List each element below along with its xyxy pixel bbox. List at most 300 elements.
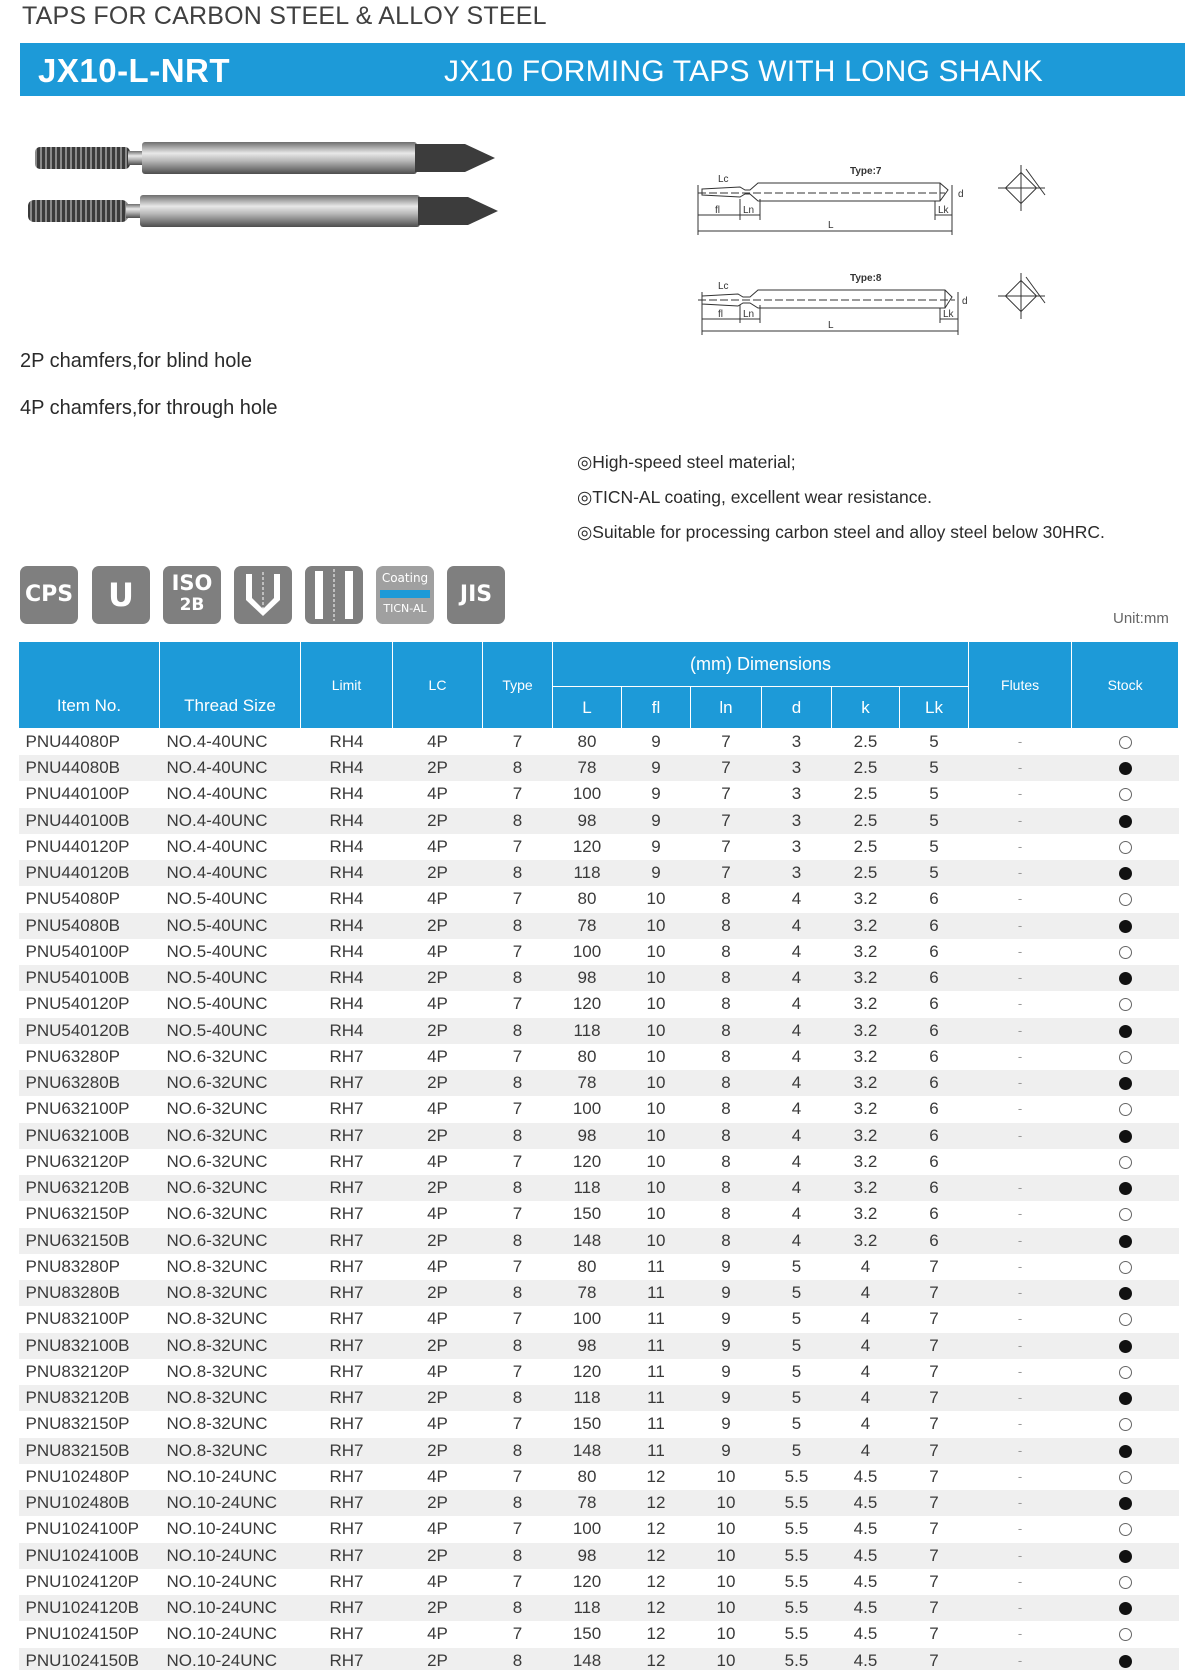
cell-dim-l: 98 [553, 1333, 622, 1359]
cell-thread-size: NO.8-32UNC [160, 1333, 301, 1359]
cell-dim-l: 100 [553, 1306, 622, 1332]
cell-lc: 2P [393, 1438, 483, 1464]
spec-table [18, 641, 1179, 1670]
cell-dim-fl: 10 [622, 939, 691, 965]
cell-type: 8 [483, 1280, 553, 1306]
iso-label: ISO [171, 571, 213, 595]
cell-dim-lk: 5 [900, 834, 969, 860]
product-subtitle: JX10 FORMING TAPS WITH LONG SHANK [444, 55, 1043, 88]
cell-stock [1072, 1490, 1179, 1516]
cell-dim-l: 80 [553, 1464, 622, 1490]
cell-dim-k: 4.5 [832, 1516, 900, 1542]
cell-stock [1072, 965, 1179, 991]
cell-limit: RH4 [301, 991, 393, 1017]
cell-dim-ln: 7 [691, 808, 762, 834]
cell-dim-fl: 10 [622, 1175, 691, 1201]
cell-type: 8 [483, 1070, 553, 1096]
cell-lc: 2P [393, 808, 483, 834]
on-order-icon [1119, 946, 1132, 959]
cell-dim-lk: 7 [900, 1411, 969, 1437]
cell-type: 8 [483, 1123, 553, 1149]
cell-dim-d: 4 [762, 1123, 832, 1149]
table-row [19, 1648, 1179, 1670]
cell-limit: RH7 [301, 1070, 393, 1096]
cell-lc: 2P [393, 755, 483, 781]
cell-stock [1072, 1280, 1179, 1306]
cell-limit: RH4 [301, 729, 393, 756]
cell-limit: RH7 [301, 1201, 393, 1227]
in-stock-icon [1119, 1550, 1132, 1563]
cell-dim-k: 3.2 [832, 1149, 900, 1175]
on-order-icon [1119, 1576, 1132, 1589]
on-order-icon [1119, 998, 1132, 1011]
cell-thread-size: NO.8-32UNC [160, 1385, 301, 1411]
col-dim-lk: Lk [900, 687, 969, 729]
cell-dim-l: 98 [553, 1123, 622, 1149]
cell-lc: 2P [393, 860, 483, 886]
cell-stock [1072, 1595, 1179, 1621]
cell-type: 7 [483, 991, 553, 1017]
cell-stock [1072, 1306, 1179, 1332]
type7-label: Type:7 [850, 166, 882, 177]
feature-application: ◎Suitable for processing carbon steel and alloy steel below 30HRC. [577, 522, 1105, 542]
cell-dim-d: 3 [762, 729, 832, 756]
cell-stock [1072, 1096, 1179, 1122]
cell-dim-lk: 6 [900, 1096, 969, 1122]
table-row [19, 1123, 1179, 1149]
cell-flutes: - [969, 1070, 1072, 1096]
coating-label: Coating [381, 571, 429, 585]
cell-lc: 4P [393, 729, 483, 756]
cell-lc: 2P [393, 965, 483, 991]
cell-dim-lk: 7 [900, 1490, 969, 1516]
cell-item-no: PNU83280P [19, 1254, 160, 1280]
tap-bottom [28, 195, 498, 227]
cell-stock [1072, 1175, 1179, 1201]
cell-stock [1072, 1254, 1179, 1280]
cell-dim-l: 120 [553, 1569, 622, 1595]
cell-stock [1072, 860, 1179, 886]
table-row [19, 1333, 1179, 1359]
cell-lc: 4P [393, 1096, 483, 1122]
cell-dim-fl: 11 [622, 1359, 691, 1385]
cell-thread-size: NO.8-32UNC [160, 1359, 301, 1385]
cell-item-no: PNU44080B [19, 755, 160, 781]
tap-photo [20, 130, 510, 240]
cell-dim-ln: 7 [691, 860, 762, 886]
on-order-icon [1119, 736, 1132, 749]
col-dim-ln: ln [691, 687, 762, 729]
cell-lc: 4P [393, 1621, 483, 1647]
cell-lc: 4P [393, 1254, 483, 1280]
cell-dim-l: 148 [553, 1438, 622, 1464]
cell-stock [1072, 991, 1179, 1017]
cell-dim-lk: 6 [900, 886, 969, 912]
cell-limit: RH7 [301, 1096, 393, 1122]
cell-limit: RH4 [301, 808, 393, 834]
cell-dim-fl: 10 [622, 1096, 691, 1122]
cell-dim-fl: 10 [622, 913, 691, 939]
cell-item-no: PNU440100P [19, 781, 160, 807]
cell-dim-l: 98 [553, 808, 622, 834]
cell-dim-k: 3.2 [832, 1044, 900, 1070]
cell-thread-size: NO.8-32UNC [160, 1411, 301, 1437]
cell-type: 7 [483, 781, 553, 807]
cell-dim-k: 4 [832, 1254, 900, 1280]
cell-flutes: - [969, 1464, 1072, 1490]
cell-item-no: PNU54080B [19, 913, 160, 939]
col-dimensions: (mm) Dimensions [553, 642, 969, 687]
cell-thread-size: NO.10-24UNC [160, 1621, 301, 1647]
cell-item-no: PNU632150B [19, 1228, 160, 1254]
cell-flutes: - [969, 1044, 1072, 1070]
cell-thread-size: NO.6-32UNC [160, 1149, 301, 1175]
cell-dim-l: 78 [553, 913, 622, 939]
cell-dim-d: 5 [762, 1385, 832, 1411]
cell-item-no: PNU1024100B [19, 1543, 160, 1569]
l-label-8: L [828, 320, 834, 331]
cell-dim-l: 118 [553, 1385, 622, 1411]
cell-dim-lk: 7 [900, 1333, 969, 1359]
cell-dim-lk: 7 [900, 1464, 969, 1490]
cell-dim-ln: 10 [691, 1490, 762, 1516]
cell-thread-size: NO.8-32UNC [160, 1306, 301, 1332]
model-code: JX10-L-NRT [38, 52, 231, 89]
cell-type: 8 [483, 860, 553, 886]
cell-dim-ln: 10 [691, 1569, 762, 1595]
cell-dim-fl: 10 [622, 1149, 691, 1175]
cell-dim-l: 118 [553, 1018, 622, 1044]
cell-stock [1072, 1411, 1179, 1437]
cell-thread-size: NO.6-32UNC [160, 1228, 301, 1254]
cell-dim-d: 3 [762, 860, 832, 886]
fl-label-8: fl [718, 309, 723, 320]
cell-dim-ln: 7 [691, 755, 762, 781]
cell-dim-l: 78 [553, 1070, 622, 1096]
through-hole-icon [305, 566, 363, 624]
table-row [19, 1201, 1179, 1227]
col-stock: Stock [1072, 642, 1179, 729]
cell-item-no: PNU1024150B [19, 1648, 160, 1670]
cell-dim-ln: 8 [691, 913, 762, 939]
cell-type: 8 [483, 808, 553, 834]
feature-material: ◎High-speed steel material; [577, 452, 796, 472]
cell-limit: RH4 [301, 939, 393, 965]
cell-dim-fl: 9 [622, 755, 691, 781]
lc-label-8: Lc [718, 281, 729, 292]
cell-dim-k: 2.5 [832, 729, 900, 756]
col-dim-d: d [762, 687, 832, 729]
cell-type: 8 [483, 1228, 553, 1254]
cell-dim-fl: 9 [622, 729, 691, 756]
cell-dim-d: 5.5 [762, 1595, 832, 1621]
cell-type: 8 [483, 1543, 553, 1569]
cell-type: 7 [483, 1464, 553, 1490]
coating-badge [376, 566, 434, 624]
cell-flutes: - [969, 913, 1072, 939]
cell-limit: RH7 [301, 1333, 393, 1359]
cell-dim-fl: 12 [622, 1621, 691, 1647]
table-row [19, 886, 1179, 912]
cell-thread-size: NO.4-40UNC [160, 860, 301, 886]
cell-dim-fl: 10 [622, 886, 691, 912]
cell-thread-size: NO.6-32UNC [160, 1096, 301, 1122]
cell-dim-ln: 9 [691, 1254, 762, 1280]
cell-dim-lk: 5 [900, 808, 969, 834]
cell-thread-size: NO.4-40UNC [160, 729, 301, 756]
cell-dim-lk: 7 [900, 1516, 969, 1542]
cell-dim-k: 3.2 [832, 1175, 900, 1201]
on-order-icon [1119, 1523, 1132, 1536]
cell-stock [1072, 1464, 1179, 1490]
cell-flutes: - [969, 1280, 1072, 1306]
cell-dim-l: 120 [553, 834, 622, 860]
cell-thread-size: NO.10-24UNC [160, 1543, 301, 1569]
cell-limit: RH7 [301, 1543, 393, 1569]
cell-dim-k: 4.5 [832, 1464, 900, 1490]
drawing-type8 [698, 273, 1045, 335]
table-row [19, 1018, 1179, 1044]
table-row [19, 1254, 1179, 1280]
cell-item-no: PNU832120B [19, 1385, 160, 1411]
cell-dim-l: 120 [553, 1359, 622, 1385]
chamfer-note-blind: 2P chamfers,for blind hole [20, 350, 252, 372]
cell-dim-ln: 10 [691, 1543, 762, 1569]
cell-item-no: PNU440100B [19, 808, 160, 834]
table-row [19, 1070, 1179, 1096]
cell-flutes: - [969, 1228, 1072, 1254]
cell-stock [1072, 1201, 1179, 1227]
table-row [19, 1149, 1179, 1175]
cell-dim-fl: 9 [622, 834, 691, 860]
cell-dim-l: 100 [553, 781, 622, 807]
cell-type: 7 [483, 729, 553, 756]
cell-stock [1072, 755, 1179, 781]
cell-limit: RH7 [301, 1411, 393, 1437]
cell-flutes: - [969, 755, 1072, 781]
in-stock-icon [1119, 1392, 1132, 1405]
cell-flutes: - [969, 1621, 1072, 1647]
cell-stock [1072, 1621, 1179, 1647]
col-dim-l: L [553, 687, 622, 729]
cell-dim-fl: 10 [622, 1228, 691, 1254]
table-row [19, 1228, 1179, 1254]
cell-dim-d: 4 [762, 1018, 832, 1044]
cell-flutes: - [969, 1385, 1072, 1411]
table-row [19, 808, 1179, 834]
table-row [19, 1096, 1179, 1122]
cell-limit: RH4 [301, 1018, 393, 1044]
on-order-icon [1119, 1051, 1132, 1064]
cell-dim-l: 80 [553, 1254, 622, 1280]
cell-dim-fl: 12 [622, 1569, 691, 1595]
cell-dim-k: 3.2 [832, 1096, 900, 1122]
cell-dim-ln: 8 [691, 1018, 762, 1044]
cell-item-no: PNU540120P [19, 991, 160, 1017]
cell-dim-k: 4 [832, 1438, 900, 1464]
cell-limit: RH7 [301, 1044, 393, 1070]
in-stock-icon [1119, 1182, 1132, 1195]
cell-limit: RH7 [301, 1516, 393, 1542]
on-order-icon [1119, 1261, 1132, 1274]
cell-flutes: - [969, 1359, 1072, 1385]
cell-thread-size: NO.6-32UNC [160, 1123, 301, 1149]
cell-thread-size: NO.5-40UNC [160, 1018, 301, 1044]
cell-dim-k: 4 [832, 1333, 900, 1359]
cell-lc: 2P [393, 1595, 483, 1621]
cell-thread-size: NO.6-32UNC [160, 1044, 301, 1070]
cell-dim-ln: 7 [691, 729, 762, 756]
cell-dim-lk: 7 [900, 1280, 969, 1306]
table-row [19, 834, 1179, 860]
cell-dim-d: 5 [762, 1411, 832, 1437]
cell-dim-d: 4 [762, 1070, 832, 1096]
cell-dim-d: 3 [762, 834, 832, 860]
cell-dim-k: 3.2 [832, 1201, 900, 1227]
table-row [19, 1569, 1179, 1595]
cell-flutes: - [969, 1333, 1072, 1359]
cell-limit: RH7 [301, 1280, 393, 1306]
cell-flutes: - [969, 1595, 1072, 1621]
cell-stock [1072, 939, 1179, 965]
cell-dim-d: 5.5 [762, 1464, 832, 1490]
cell-dim-l: 78 [553, 755, 622, 781]
cell-item-no: PNU102480P [19, 1464, 160, 1490]
cell-item-no: PNU83280B [19, 1280, 160, 1306]
cell-lc: 4P [393, 834, 483, 860]
cell-dim-l: 80 [553, 886, 622, 912]
cell-dim-k: 3.2 [832, 913, 900, 939]
cell-dim-d: 5 [762, 1306, 832, 1332]
cell-dim-d: 4 [762, 1201, 832, 1227]
cell-limit: RH7 [301, 1228, 393, 1254]
title-banner [20, 43, 1185, 96]
cell-type: 8 [483, 755, 553, 781]
cell-dim-fl: 11 [622, 1333, 691, 1359]
cell-dim-k: 4.5 [832, 1621, 900, 1647]
unit-label: Unit:mm [1113, 610, 1169, 627]
cell-dim-ln: 10 [691, 1464, 762, 1490]
cell-dim-d: 4 [762, 965, 832, 991]
in-stock-icon [1119, 1130, 1132, 1143]
cell-thread-size: NO.4-40UNC [160, 755, 301, 781]
cell-dim-fl: 9 [622, 808, 691, 834]
cell-limit: RH7 [301, 1306, 393, 1332]
cell-limit: RH4 [301, 781, 393, 807]
cell-thread-size: NO.5-40UNC [160, 939, 301, 965]
cell-dim-k: 4 [832, 1385, 900, 1411]
cell-lc: 2P [393, 1123, 483, 1149]
cell-lc: 4P [393, 1044, 483, 1070]
in-stock-icon [1119, 972, 1132, 985]
cell-dim-k: 2.5 [832, 834, 900, 860]
cell-dim-ln: 8 [691, 1070, 762, 1096]
cell-dim-fl: 9 [622, 781, 691, 807]
cell-stock [1072, 1569, 1179, 1595]
cell-stock [1072, 1333, 1179, 1359]
on-order-icon [1119, 1471, 1132, 1484]
cell-dim-lk: 7 [900, 1543, 969, 1569]
table-row [19, 913, 1179, 939]
table-row [19, 1490, 1179, 1516]
cell-type: 7 [483, 886, 553, 912]
cell-dim-d: 4 [762, 1228, 832, 1254]
cell-flutes: - [969, 1543, 1072, 1569]
cell-stock [1072, 913, 1179, 939]
on-order-icon [1119, 893, 1132, 906]
cell-stock [1072, 729, 1179, 756]
feature-coating: ◎TICN-AL coating, excellent wear resistance. [577, 487, 933, 507]
cell-stock [1072, 1385, 1179, 1411]
cell-dim-fl: 11 [622, 1385, 691, 1411]
cell-stock [1072, 1359, 1179, 1385]
cell-dim-k: 3.2 [832, 1018, 900, 1044]
in-stock-icon [1119, 1655, 1132, 1668]
coating-type: TICN-AL [383, 602, 427, 615]
cell-dim-k: 2.5 [832, 860, 900, 886]
cell-dim-k: 3.2 [832, 1228, 900, 1254]
cell-dim-ln: 8 [691, 1149, 762, 1175]
cell-dim-lk: 7 [900, 1621, 969, 1647]
cell-limit: RH4 [301, 965, 393, 991]
cell-dim-ln: 8 [691, 1201, 762, 1227]
cell-type: 7 [483, 1621, 553, 1647]
cell-item-no: PNU540120B [19, 1018, 160, 1044]
cell-lc: 4P [393, 1149, 483, 1175]
cell-dim-fl: 12 [622, 1516, 691, 1542]
cell-flutes: - [969, 1201, 1072, 1227]
cell-type: 8 [483, 1438, 553, 1464]
cell-lc: 2P [393, 1333, 483, 1359]
cell-item-no: PNU832100B [19, 1333, 160, 1359]
lk-label: Lk [938, 205, 949, 216]
chamfer-note-through: 4P chamfers,for through hole [20, 397, 278, 419]
cell-type: 8 [483, 1648, 553, 1670]
col-dim-fl: fl [622, 687, 691, 729]
cell-dim-k: 4.5 [832, 1569, 900, 1595]
cell-dim-l: 148 [553, 1648, 622, 1670]
in-stock-icon [1119, 1497, 1132, 1510]
table-row [19, 1543, 1179, 1569]
cell-dim-ln: 10 [691, 1648, 762, 1670]
cell-dim-fl: 10 [622, 965, 691, 991]
cell-thread-size: NO.4-40UNC [160, 781, 301, 807]
cell-dim-ln: 9 [691, 1411, 762, 1437]
cell-dim-lk: 6 [900, 1228, 969, 1254]
cell-stock [1072, 886, 1179, 912]
cell-limit: RH7 [301, 1254, 393, 1280]
cell-dim-d: 4 [762, 939, 832, 965]
in-stock-icon [1119, 1235, 1132, 1248]
square-symbol-7 [998, 165, 1045, 211]
cell-item-no: PNU1024120P [19, 1569, 160, 1595]
cell-dim-fl: 10 [622, 1123, 691, 1149]
in-stock-icon [1119, 1077, 1132, 1090]
cell-flutes [969, 1149, 1072, 1175]
cell-flutes: - [969, 1490, 1072, 1516]
cell-lc: 4P [393, 1569, 483, 1595]
cell-dim-d: 3 [762, 808, 832, 834]
cell-flutes: - [969, 1018, 1072, 1044]
cell-type: 7 [483, 1569, 553, 1595]
ln-label: Ln [743, 205, 755, 216]
cell-dim-d: 4 [762, 1096, 832, 1122]
cell-limit: RH7 [301, 1149, 393, 1175]
cell-dim-k: 4.5 [832, 1648, 900, 1670]
fl-label: fl [715, 205, 720, 216]
table-row [19, 1438, 1179, 1464]
cell-dim-ln: 8 [691, 1175, 762, 1201]
